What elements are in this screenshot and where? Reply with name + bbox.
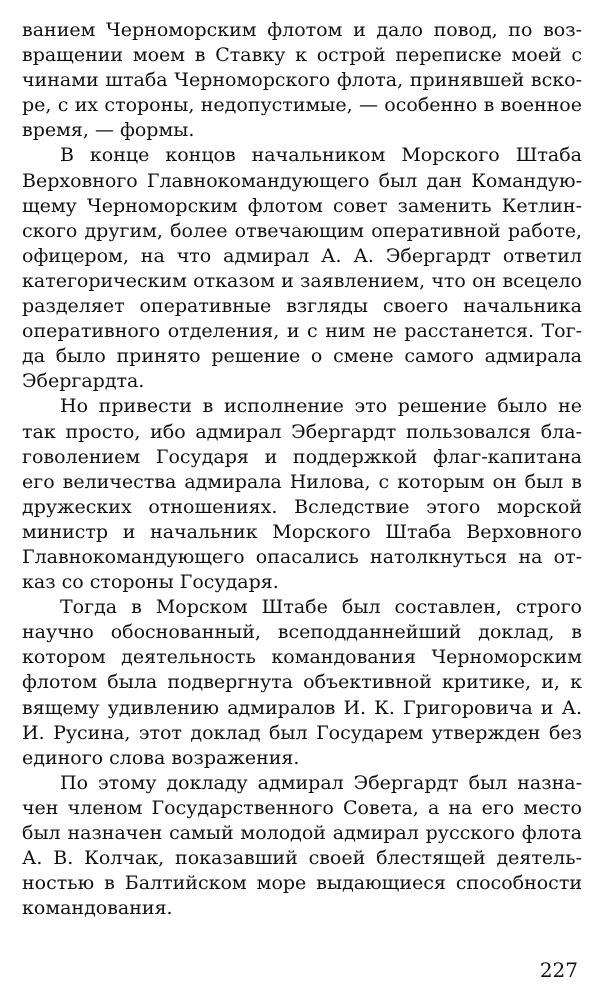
paragraph-5: По этому докладу адмирал Эбергардт был назначен членом Государственного Совета, а на его место был назначен самый молодой адмирал русского флота А. В. Колчак, показавший своей блестящей деятельностью в Балтийском море выдающиеся способности командования.	[22, 771, 582, 920]
page-body	[22, 18, 582, 921]
paragraph-1: ванием Черноморским флотом и дало повод, по возвращении моем в Ставку к острой переписке моей с чинами штаба Черноморского флота, принявшей вскоре, с их стороны, недопустимые, — особенно в военное время, — формы.	[22, 19, 582, 142]
page-number: 227	[539, 958, 578, 982]
paragraph-2: В конце концов начальником Морского Штаба Верховного Главнокомандующего был дан Командующему Черноморским флотом совет заменить Кетлинского другим, более отвечающим оперативной работе, офицером, на что адмирал А. А. Эбергардт ответил категорическим отказом и заявлением, что он всецело разделяет оперативные взгляды своего начальника оперативного отделения, и с ним не расстанется. Тогда было принято решение о смене самого адмирала Эбергардта.	[22, 144, 582, 393]
paragraph-4: Тогда в Морском Штабе был составлен, строго научно обоснованный, всеподданнейший доклад, в котором деятельность командования Черноморским флотом была подвергнута объективной критике, и, к вящему удивлению адмиралов И. К. Григоровича и А. И. Русина, этот доклад был Государем утвержден без единого слова возражения.	[22, 596, 582, 769]
paragraph-3: Но привести в исполнение это решение было не так просто, ибо адмирал Эбергардт пользовался благоволением Государя и поддержкой флаг-капитана его величества адмирала Нилова, с которым он был в дружеских отношениях. Вследствие этого морской министр и начальник Морского Штаба Верховного Главнокомандующего опасались натолкнуться на отказ со стороны Государя.	[22, 395, 582, 594]
